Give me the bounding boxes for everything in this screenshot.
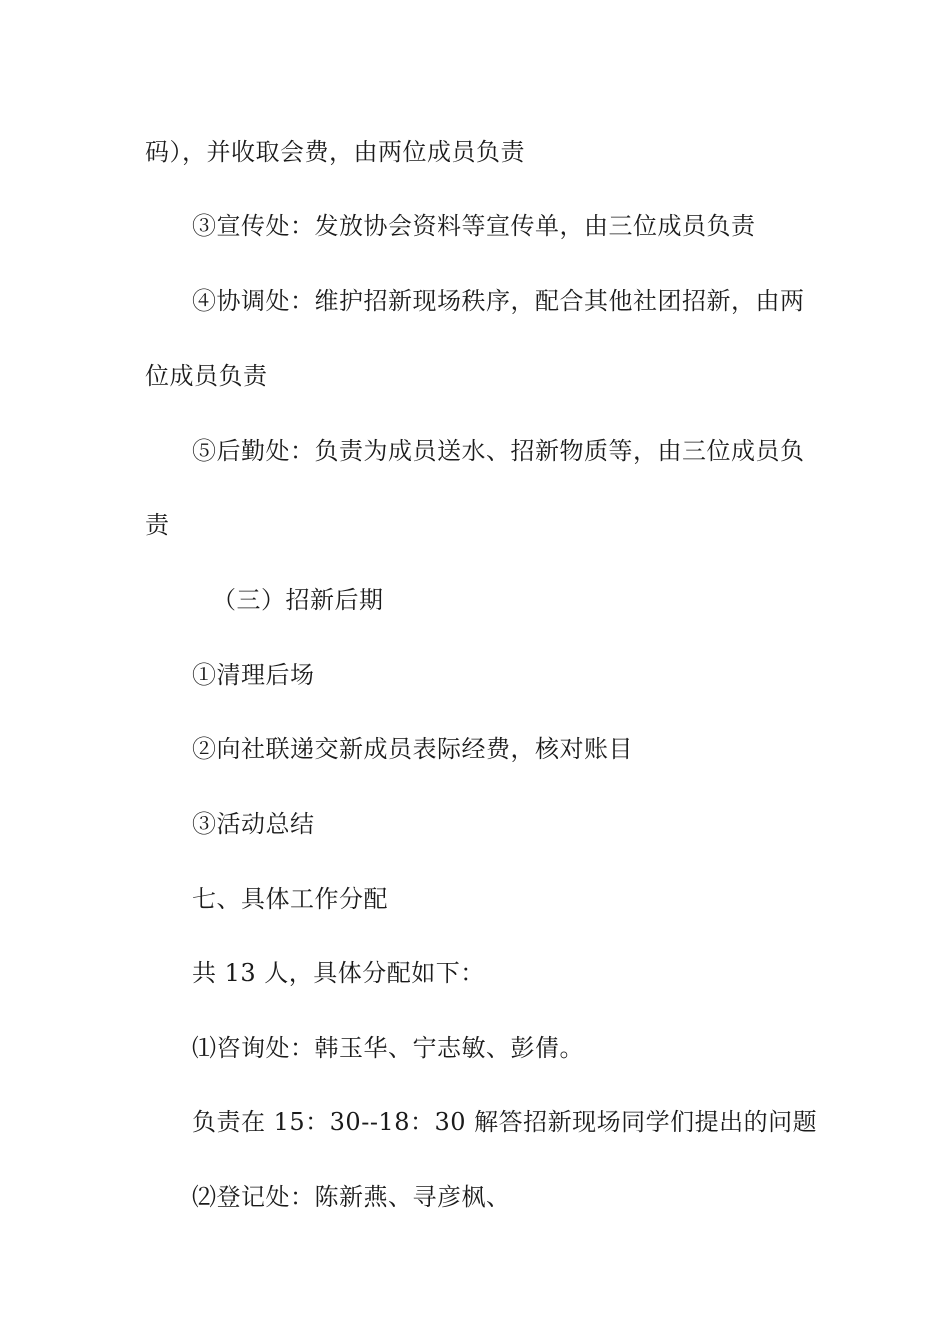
text-line: ⑴咨询处：韩玉华、宁志敏、彭倩。 [192, 1034, 584, 1062]
text-line: 码），并收取会费，由两位成员负责 [145, 138, 525, 166]
text-line: ②向社联递交新成员表际经费，核对账目 [192, 735, 633, 763]
section-heading: （三）招新后期 [212, 586, 384, 614]
text-line: ①清理后场 [192, 661, 315, 689]
section-heading: 七、具体工作分配 [192, 885, 388, 913]
text-line: 责 [145, 511, 170, 539]
text-line: ⑵登记处：陈新燕、寻彦枫、 [192, 1183, 511, 1211]
text-line: ③活动总结 [192, 810, 315, 838]
text-line: 负责在 15：30--18：30 解答招新现场同学们提出的问题 [192, 1108, 818, 1136]
text-line: ⑤后勤处：负责为成员送水、招新物质等，由三位成员负 [192, 437, 805, 465]
text-line: ③宣传处：发放协会资料等宣传单，由三位成员负责 [192, 212, 756, 240]
text-line: ④协调处：维护招新现场秩序，配合其他社团招新，由两 [192, 287, 805, 315]
text-line: 位成员负责 [145, 362, 268, 390]
text-line: 共 13 人，具体分配如下： [192, 959, 485, 987]
